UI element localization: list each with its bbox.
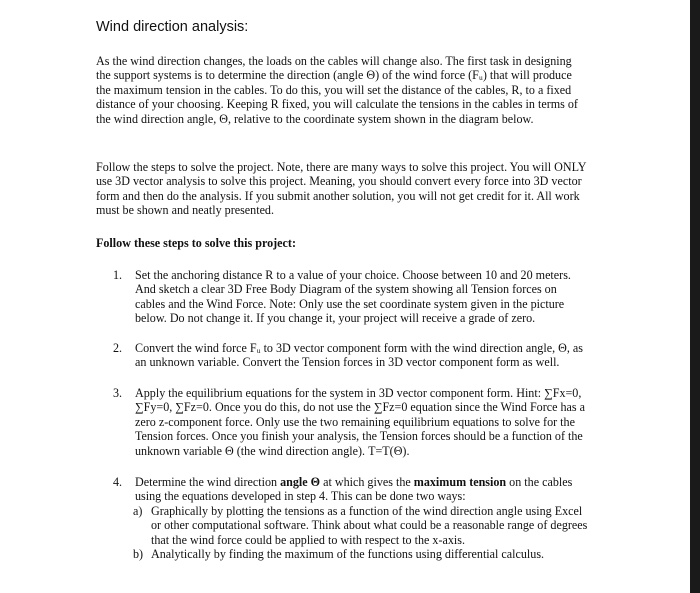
substep-label: a) — [133, 504, 143, 518]
step-item — [113, 475, 589, 504]
step-text: Convert the wind force Fᵤ to 3D vector component form with the wind direction angle, Θ, as an unknown variable. Convert the Tension forces in 3D vector component form as well. — [135, 341, 583, 370]
step-text: Apply the equilibrium equations for the system in 3D vector component form. Hint: ∑Fx=0, ∑Fy=0, ∑Fz=0. Once you do this, do not use the ∑Fz=0 equation since the Wind Force has a zero z-component force. Only use the two remaining equilibrium equations to solve for the Tension forces. Once you finish your analysis, the Tension forces should be a function of the unknown variable Θ (the wind direction angle). T=T(Θ). — [135, 386, 586, 458]
substep-item — [133, 504, 589, 547]
step-item — [113, 386, 589, 458]
step-text-part: Determine the wind direction — [135, 475, 281, 489]
step-item — [113, 268, 589, 326]
substep-text: Graphically by plotting the tensions as a function of the wind direction angle using Excel or other computational software. Think about what could be a reasonable range of degrees that the wind force could be applied to with respect to the x-axis. — [151, 504, 588, 547]
document-title: Wind direction analysis: — [96, 19, 249, 35]
step-text-bold-angle: angle Θ — [280, 475, 321, 489]
substep-item — [133, 547, 589, 561]
step-text: Set the anchoring distance R to a value of your choice. Choose between 10 and 20 meters. And sketch a clear 3D Free Body Diagram of the system showing all Tension forces on cables and the Wind Force. Note: Only use the set coordinate system given in the picture below. Do not change it. If you change it, your project will receive a grade of zero. — [135, 268, 571, 326]
intro-paragraph: As the wind direction changes, the loads on the cables will change also. The first task in designing the support systems is to determine the direction (angle Θ) of the wind force (Fᵤ) that will produce the maximum tension in the cables. To do this, you will set the distance of the cables, R, to a fixed distance of your choosing. Keeping R fixed, you will calculate the tensions in the cables in terms of the wind direction angle, Θ, relative to the coordinate system shown in the diagram below. — [96, 54, 578, 126]
step-number: 2. — [113, 341, 123, 355]
step-text-part: at which gives the — [320, 475, 414, 489]
steps-heading: Follow these steps to solve this project: — [96, 236, 296, 250]
substep-text: Analytically by finding the maximum of the functions using differential calculus. — [151, 547, 545, 561]
step-number: 3. — [113, 386, 123, 400]
step-number: 4. — [113, 475, 123, 489]
step-text-part: on the cables using the equations developed in step 4. This can be done two ways: — [135, 475, 573, 504]
step-item — [113, 341, 589, 370]
step-number: 1. — [113, 268, 123, 282]
step-text-bold-max-tension: maximum tension — [413, 475, 507, 489]
instructions-paragraph: Follow the steps to solve the project. Note, there are many ways to solve this project. You will ONLY use 3D vector analysis to solve this project. Meaning, you should convert every force into 3D vector form and then do the analysis. If you submit another solution, you will not get credit for it. All work must be shown and neatly presented. — [96, 160, 587, 218]
substep-label: b) — [133, 547, 144, 561]
step-text — [135, 475, 589, 504]
window-edge-bar — [690, 0, 700, 593]
